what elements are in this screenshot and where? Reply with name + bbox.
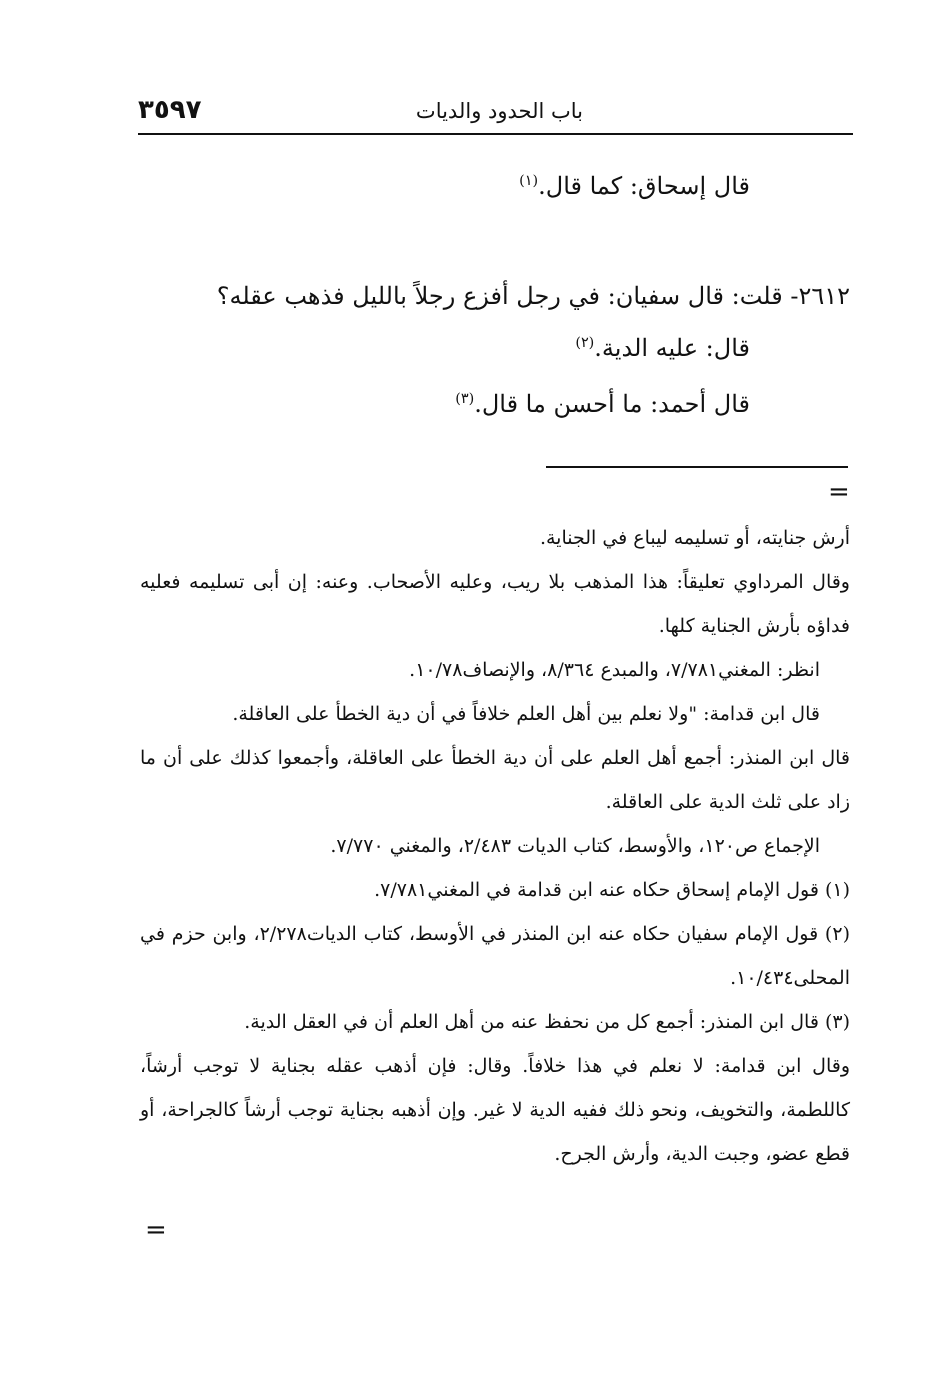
footnotes-block	[140, 516, 850, 1176]
footnote-separator	[546, 466, 848, 468]
page-header	[138, 95, 853, 133]
footnote-ref-1: (١)	[519, 173, 539, 189]
footnote-continuation-4: قال ابن قدامة: "ولا نعلم بين أهل العلم خلافاً في أن دية الخطأ على العاقلة.	[232, 703, 820, 725]
continuation-mark-bottom: =	[145, 1215, 167, 1245]
main-line-2-text: ٢٦١٢- قلت: قال سفيان: في رجل أفزع رجلاً بالليل فذهب عقله؟	[216, 282, 850, 310]
main-line-1-text: قال إسحاق: كما قال.	[538, 172, 750, 200]
main-line-2	[217, 282, 850, 310]
footnote-3a: (٣) قال ابن المنذر: أجمع كل من نحفظ عنه من أهل العلم أن في العقل الدية.	[244, 1011, 850, 1033]
main-line-3-text: قال: عليه الدية.	[594, 334, 750, 362]
continuation-mark-top: =	[828, 477, 850, 507]
main-line-3	[575, 334, 750, 362]
footnote-continuation-1: أرش جنايته، أو تسليمه ليباع في الجناية.	[539, 527, 850, 549]
main-line-4	[455, 390, 750, 418]
footnote-continuation-5: قال ابن المنذر: أجمع أهل العلم على أن دية الخطأ على العاقلة، وأجمعوا كذلك على أن ما زاد على ثلث الدية على العاقلة.	[140, 747, 850, 813]
footnote-1: (١) قول الإمام إسحاق حكاه عنه ابن قدامة في المغني٧/٧٨١.	[374, 879, 850, 901]
footnote-continuation-3: انظر: المغني٧/٧٨١، والمبدع ٨/٣٦٤، والإنصاف١٠/٧٨.	[409, 659, 820, 681]
footnote-continuation-6: الإجماع ص١٢٠، والأوسط، كتاب الديات ٢/٤٨٣، والمغني ٧/٧٧٠.	[330, 835, 820, 857]
footnote-2: (٢) قول الإمام سفيان حكاه عنه ابن المنذر في الأوسط، كتاب الديات٢/٢٧٨، وابن حزم في المحلى١٠/٤٣٤.	[140, 923, 850, 989]
footnote-ref-2: (٢)	[575, 335, 595, 351]
footnote-continuation-2: وقال المرداوي تعليقاً: هذا المذهب بلا ريب، وعليه الأصحاب. وعنه: إن أبى تسليمه فعليه فداؤه بأرش الجناية كلها.	[140, 571, 850, 637]
chapter-title: باب الحدود والديات	[415, 99, 583, 123]
footnote-3b: وقال ابن قدامة: لا نعلم في هذا خلافاً. وقال: فإن أذهب عقله بجناية لا توجب أرشاً، كاللطمة، والتخويف، ونحو ذلك ففيه الدية لا غير. وإن أذهبه بجناية توجب أرشاً كالجراحة، أو قطع عضو، وجبت الدية، وأرش الجرح.	[140, 1055, 850, 1165]
page-number: ٣٥٩٧	[138, 95, 202, 125]
header-rule	[138, 133, 853, 135]
main-line-4-text: قال أحمد: ما أحسن ما قال.	[474, 390, 750, 418]
footnote-ref-3: (٣)	[455, 391, 475, 407]
main-line-1	[519, 172, 750, 200]
